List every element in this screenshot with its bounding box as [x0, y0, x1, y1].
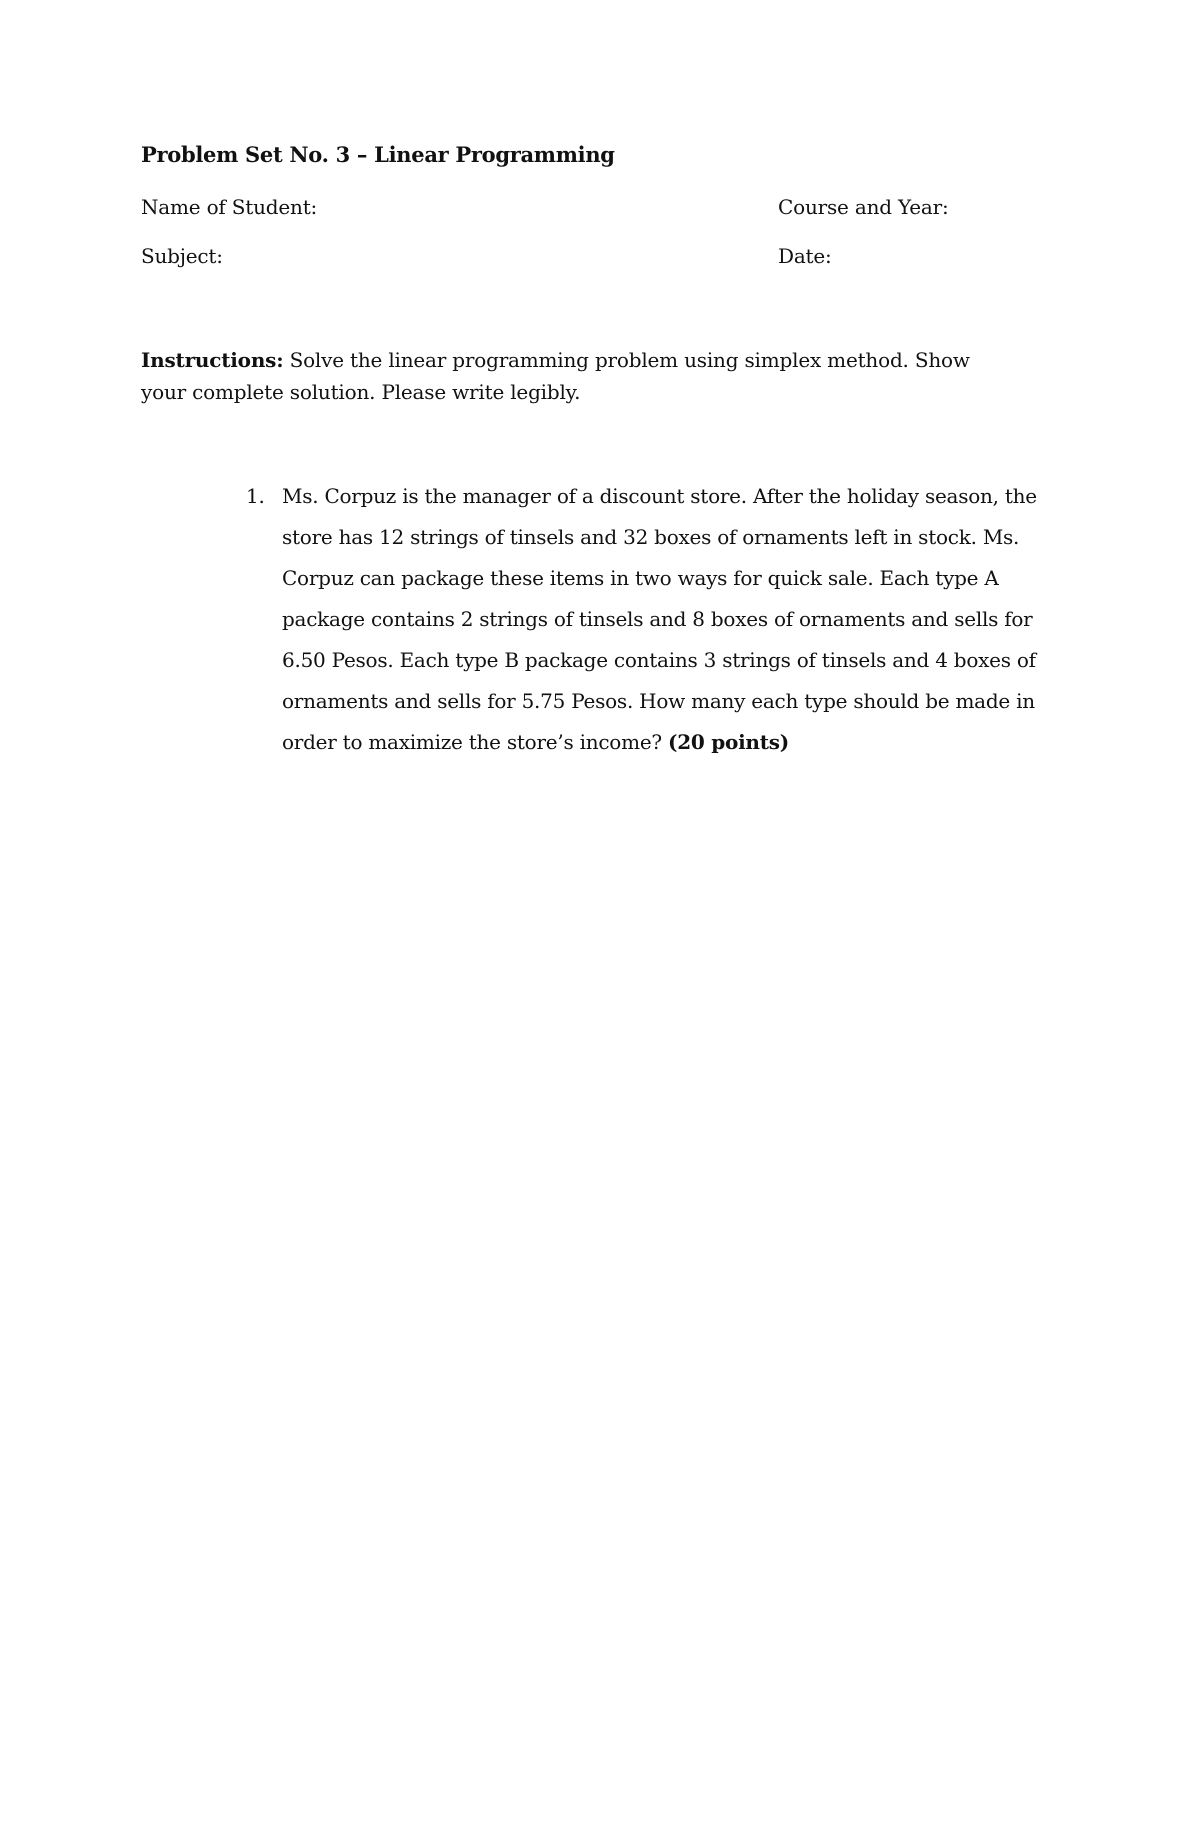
problem-statement — [282, 476, 1058, 763]
date-label: Date: — [778, 244, 832, 268]
problem-item — [246, 476, 1058, 763]
subject-label: Subject: — [141, 244, 223, 268]
problem-number: 1. — [246, 484, 265, 508]
problem-list — [246, 476, 1058, 763]
document-title: Problem Set No. 3 – Linear Programming — [141, 142, 615, 167]
instructions-paragraph — [141, 344, 1001, 408]
course-and-year-label: Course and Year: — [778, 195, 949, 219]
problem-text: Ms. Corpuz is the manager of a discount store. After the holiday season, the store has 12 strings of tinsels and 32 boxes of ornaments left in stock. Ms. Corpuz can package these items in two ways for quick sale. Each type A package contains 2 strings of tinsels and 8 boxes of ornaments and sells for 6.50 Pesos. Each type B package contains 3 strings of tinsels and 4 boxes of ornaments and sells for 5.75 Pesos. How many each type should be made in order to maximize the store’s income? — [282, 484, 1037, 754]
instructions-label: Instructions: — [141, 348, 284, 372]
instructions-text: Solve the linear programming problem using simplex method. Show your complete solution. Please write legibly. — [141, 348, 970, 404]
problem-points: (20 points) — [667, 730, 789, 754]
name-of-student-label: Name of Student: — [141, 195, 318, 219]
